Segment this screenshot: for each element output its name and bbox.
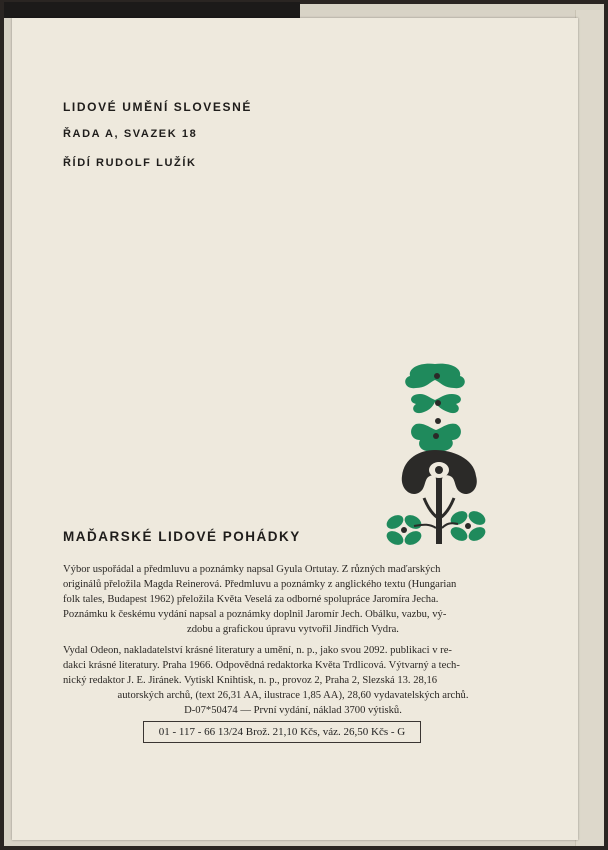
back-cover-page [12, 18, 578, 840]
imprint-line: Vydal Odeon, nakladatelství krásné literatury a umění, n. p., jako svou 2092. publikaci v re- [63, 645, 452, 656]
credits-paragraph [63, 562, 523, 637]
credits-line: Výbor uspořádal a předmluvu a poznámky napsal Gyula Ortutay. Z různých maďarských [63, 564, 441, 575]
credits-line: originálů přeložila Magda Reinerová. Předmluvu a poznámky z anglického textu (Hungarian [63, 579, 457, 590]
credits-line: folk tales, Budapest 1962) přeložila Květa Veselá za odborné spolupráce Jaromíra Jecha. [63, 594, 439, 605]
series-title: LIDOVÉ UMĚNÍ SLOVESNÉ [63, 100, 252, 114]
book-title: MAĎARSKÉ LIDOVÉ POHÁDKY [63, 529, 301, 544]
credits-line: zdobu a grafickou úpravu vytvořil Jindřich Vydra. [187, 624, 399, 635]
folk-flower-ornament-icon [380, 358, 490, 548]
imprint-paragraph [63, 643, 523, 718]
series-editor: ŘÍDÍ RUDOLF LUŽÍK [63, 157, 197, 169]
imprint-line: D-07*50474 — První vydání, náklad 3700 výtisků. [184, 705, 402, 716]
imprint-line: dakci krásné literatury. Praha 1966. Odpovědná redaktorka Květa Trdlicová. Výtvarný a tech- [63, 660, 460, 671]
book-spine-edge [575, 10, 604, 846]
price-code-box: 01 - 117 - 66 13/24 Brož. 21,10 Kčs, váz. 26,50 Kčs - G [143, 721, 421, 743]
imprint-line: autorských archů, (text 26,31 AA, ilustrace 1,85 AA), 28,60 vydavatelských archů. [117, 690, 469, 701]
credits-line: Poznámku k českému vydání napsal a poznámky doplnil Jaromír Jech. Obálku, vazbu, vý- [63, 609, 447, 620]
top-edge-strip [4, 2, 300, 18]
imprint-line: nický redaktor J. E. Jiránek. Vytiskl Knihtisk, n. p., provoz 2, Praha 2, Slezská 13. 28,16 [63, 675, 438, 686]
series-volume: ŘADA A, SVAZEK 18 [63, 128, 198, 140]
